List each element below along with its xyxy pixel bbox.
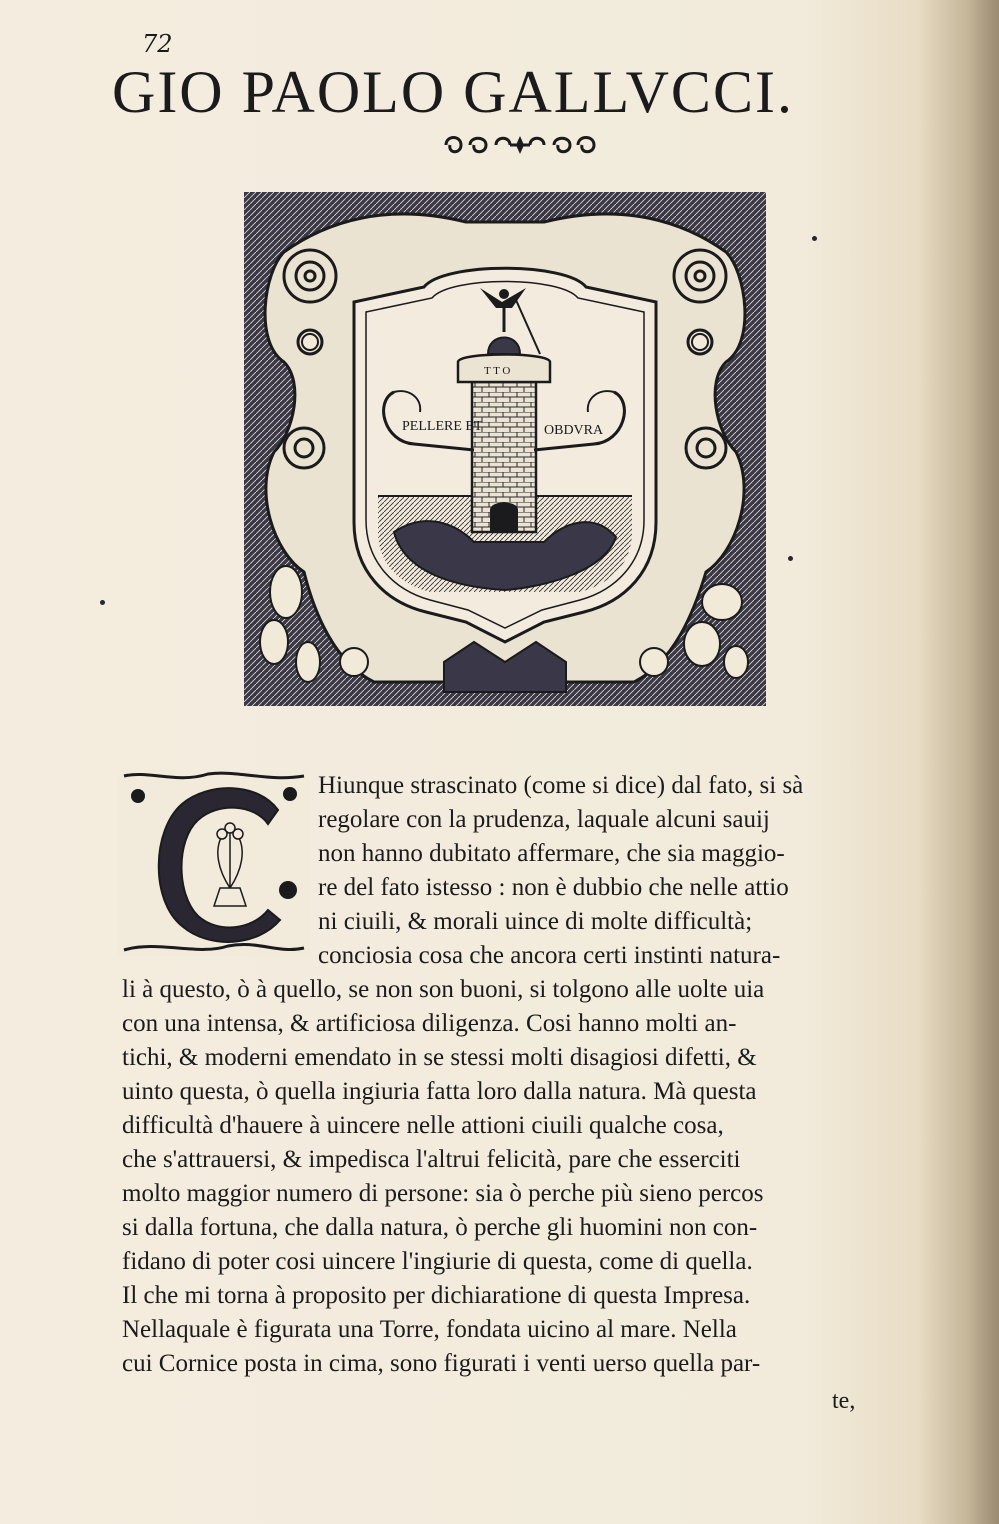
text-line-10: uinto questa, ò quella ingiuria fatta loro dalla natura. Mà questa [122,1078,757,1105]
text-line-9: tichi, & moderni emendato in se stessi molti disagiosi difetti, & [122,1044,757,1071]
page-number: 72 [142,30,173,58]
text-line-16: Il che mi torna à proposito per dichiaratione di questa Impresa. [122,1282,751,1309]
text-line-11: difficultà d'hauere à uincere nelle attioni ciuili qualche cosa, [122,1112,724,1139]
emblem-motto-left: PELLERE ET [402,419,483,434]
emblem-motto-right: OBDVRA [544,423,604,438]
text-line-5: ni ciuili, & morali uince di molte difficultà; [318,908,753,935]
running-title: GIO PAOLO GALLVCCI. [112,59,794,125]
text-line-8: con una intensa, & artificiosa diligenza. Cosi hanno molti an- [122,1010,737,1037]
text-line-1: Hiunque strascinato (come si dice) dal fato, si sà [318,772,804,799]
text-line-4: re del fato istesso : non è dubbio che nelle attio [318,874,789,901]
text-line-12: che s'attrauersi, & impedisca l'altrui felicità, pare che esserciti [122,1146,741,1173]
text-line-18: cui Cornice posta in cima, sono figurati i venti uerso quella par- [122,1350,761,1377]
page-edge-shadow [919,0,999,1524]
decorated-initial-c [118,770,310,956]
header-ornament [436,130,604,160]
ink-speck [812,236,817,241]
impresa-emblem [244,192,766,706]
text-line-13: molto maggior numero di persone: sia ò perche più sieno percos [122,1180,764,1207]
tower-inscription: T T O [484,365,511,377]
catchword: te, [832,1388,856,1414]
text-line-2: regolare con la prudenza, laquale alcuni sauij [318,806,770,833]
ink-speck [788,556,793,561]
text-line-3: non hanno dubitato affermare, che sia maggio- [318,840,785,867]
text-line-6: conciosia cosa che ancora certi instinti natura- [318,942,781,969]
ink-speck [100,600,105,605]
text-line-17: Nellaquale è figurata una Torre, fondata uicino al mare. Nella [122,1316,737,1343]
text-line-7: li à questo, ò à quello, se non son buoni, si tolgono alle uolte uia [122,976,765,1003]
text-line-14: si dalla fortuna, che dalla natura, ò perche gli huomini non con- [122,1214,758,1241]
text-line-15: fidano di poter cosi uincere l'ingiurie di questa, come di quella. [122,1248,753,1275]
